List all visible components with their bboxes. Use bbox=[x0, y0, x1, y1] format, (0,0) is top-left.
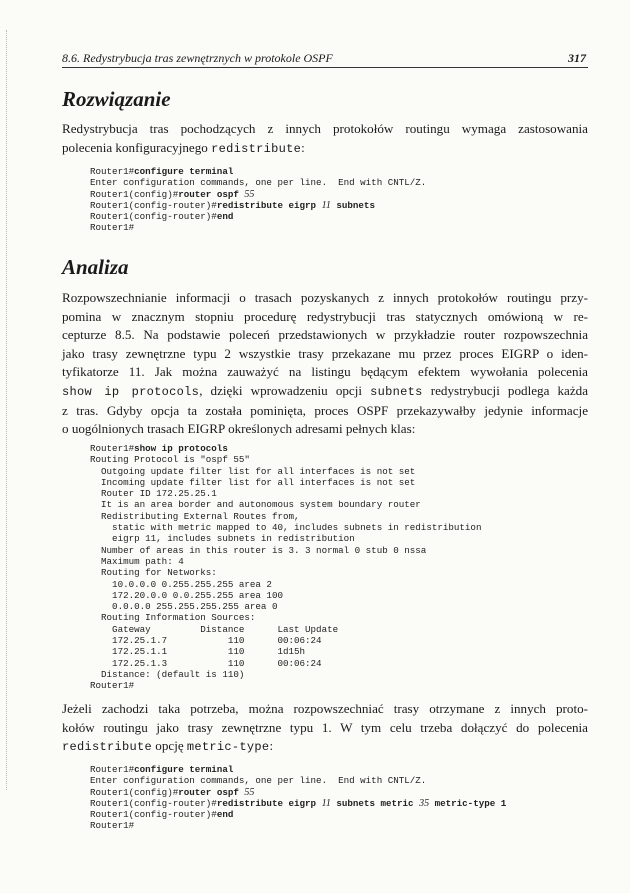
code-line: Router1#show ip protocols bbox=[90, 443, 228, 454]
code-line: Router1(config-router)#redistribute eigrp 11 subnets metric 35 metric-type 1 bbox=[90, 797, 507, 809]
inline-code: subnets bbox=[370, 384, 423, 399]
code-line: Router1# bbox=[90, 680, 135, 692]
text-span: polecenia konfiguracyjnego bbox=[62, 139, 212, 155]
code-line: Router1(config)#router ospf 55 bbox=[90, 188, 255, 200]
code-line: Router1#configure terminal bbox=[90, 166, 234, 177]
code-line: Routing for Networks: bbox=[90, 567, 217, 579]
code-line: Outgoing update filter list for all interfaces is not set bbox=[90, 465, 416, 477]
code-line: Enter configuration commands, one per line. End with CNTL/Z. bbox=[90, 177, 427, 189]
code-line: 172.20.0.0 0.0.255.255 area 100 bbox=[90, 589, 283, 601]
paragraph-analysis bbox=[62, 289, 588, 439]
code-line: 172.25.1.7 110 00:06:24 bbox=[90, 635, 322, 647]
code-listing-1 bbox=[90, 166, 426, 234]
text-line: Rozpowszechnianie informacji o trasach pozyskanych z innych protokołów routingu przy- bbox=[62, 290, 588, 305]
code-line: Incoming update filter list for all interfaces is not set bbox=[90, 476, 416, 488]
code-line: 0.0.0.0 255.255.255.255 area 0 bbox=[90, 601, 278, 613]
inline-code: show ip protocols bbox=[62, 384, 200, 399]
text-span: opcję bbox=[152, 738, 187, 754]
code-line: Router1#configure terminal bbox=[90, 764, 234, 775]
text-line: Jeżeli zachodzi taka potrzeba, można rozpowszechniać trasy otrzymane z innych proto- bbox=[62, 701, 588, 716]
code-line: eigrp 11, includes subnets in redistribution bbox=[90, 533, 355, 545]
code-line: Redistributing External Routes from, bbox=[90, 510, 300, 522]
text-span: , dzięki wprowadzeniu opcji bbox=[199, 382, 371, 398]
code-line: Routing Protocol is "ospf 55" bbox=[90, 454, 250, 466]
code-line: Gateway Distance Last Update bbox=[90, 623, 339, 635]
text-line: o uogólnionych trasach EIGRP określonych adresami pełnych klas: bbox=[62, 421, 416, 437]
text-line bbox=[62, 382, 588, 402]
code-line: Distance: (default is 110) bbox=[90, 668, 245, 680]
text-line bbox=[62, 737, 588, 757]
code-line: static with metric mapped to 40, includes subnets in redistribution bbox=[90, 522, 482, 534]
code-line: Routing Information Sources: bbox=[90, 612, 256, 624]
inline-code: metric-type bbox=[186, 740, 270, 755]
code-line: Router1# bbox=[90, 820, 135, 832]
code-line: Router1(config-router)#redistribute eigrp 11 subnets bbox=[90, 199, 375, 211]
code-line: Router1(config-router)#end bbox=[90, 211, 234, 223]
code-line: It is an area border and autonomous system boundary router bbox=[90, 499, 421, 511]
text-span: : bbox=[301, 139, 305, 155]
text-line: kołów routingu jako trasy zewnętrzne typu 1. W tym celu trzeba dołączyć do polecenia bbox=[62, 719, 588, 735]
text-line: Redystrybucja tras pochodzących z innych protokołów routingu wymaga zastosowania bbox=[62, 121, 588, 136]
running-header bbox=[62, 51, 586, 67]
text-line: tyfikatorze 11. Jak można zauważyć na listingu będącym efektem wywołania polecenia bbox=[62, 364, 588, 380]
text-span: : bbox=[269, 738, 274, 754]
binding-edge bbox=[6, 30, 8, 790]
code-line: Router1(config)#router ospf 55 bbox=[90, 786, 255, 798]
page-number: 317 bbox=[568, 51, 586, 65]
text-line: jako trasy zewnętrzne typu 2 wszystkie trasy przekazane mu przez proces EIGRP o iden- bbox=[62, 345, 588, 361]
code-line: Number of areas in this router is 3. 3 normal 0 stub 0 nssa bbox=[90, 544, 427, 556]
inline-code: redistribute bbox=[62, 740, 153, 755]
code-listing-3 bbox=[90, 764, 506, 832]
text-line: z tras. Gdyby opcja ta została pominięta, proces OSPF przekazywałby jedynie informacje bbox=[62, 402, 588, 418]
header-rule bbox=[62, 67, 588, 68]
text-line: cepturze 8.5. Na podstawie poleceń przedstawionych w przykładzie router rozpowszechnia bbox=[62, 327, 588, 343]
code-listing-2 bbox=[90, 443, 481, 692]
code-line: Router ID 172.25.25.1 bbox=[90, 488, 217, 500]
text-line: pomina w znacznym stopniu procedurę redystrybucji tras statycznych omówioną w re- bbox=[62, 308, 588, 324]
header-title: 8.6. Redystrybucja tras zewnętrznych w protokole OSPF bbox=[62, 51, 333, 65]
code-line: 172.25.1.1 110 1d15h bbox=[90, 646, 306, 658]
paragraph-intro bbox=[62, 120, 588, 158]
inline-code: redistribute bbox=[211, 141, 302, 156]
code-line: 172.25.1.3 110 00:06:24 bbox=[90, 657, 322, 669]
code-line: Enter configuration commands, one per line. End with CNTL/Z. bbox=[90, 775, 427, 787]
text-line bbox=[62, 139, 588, 159]
section-title-analiza: Analiza bbox=[62, 255, 129, 279]
paragraph-metric-type bbox=[62, 700, 588, 757]
code-line: 10.0.0.0 0.255.255.255 area 2 bbox=[90, 578, 272, 590]
code-line: Router1(config-router)#end bbox=[90, 809, 234, 821]
section-title-rozwiazanie: Rozwiązanie bbox=[62, 87, 171, 111]
code-line: Router1# bbox=[90, 222, 135, 234]
code-line: Maximum path: 4 bbox=[90, 555, 184, 567]
text-span: redystrybucji podlega każda bbox=[422, 382, 589, 398]
